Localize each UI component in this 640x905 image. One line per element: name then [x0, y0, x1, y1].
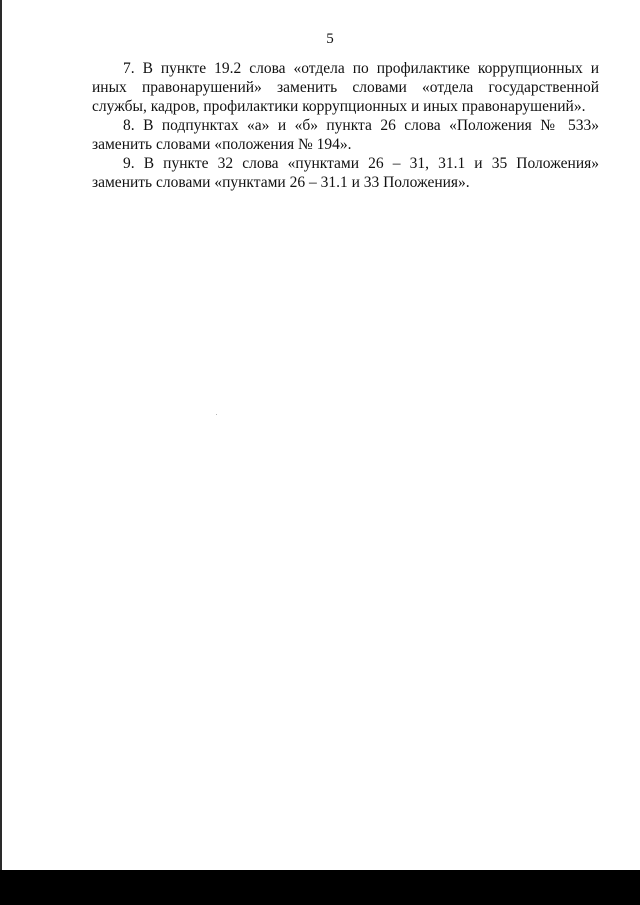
document-body — [92, 59, 599, 192]
scan-bottom-band — [0, 870, 640, 905]
scan-left-edge — [0, 0, 2, 870]
paragraph-7: 7. В пункте 19.2 слова «отдела по профилактике коррупционных и иных правонарушений» заменить словами «отдела государственной службы, кадров, профилактики коррупционных и иных правонарушений». — [92, 60, 599, 115]
scan-speck — [216, 414, 217, 415]
page-number: 5 — [326, 31, 334, 47]
paragraph-8: 8. В подпунктах «а» и «б» пункта 26 слова «Положения № 533» заменить словами «положения № 194». — [92, 117, 599, 153]
paragraph-9: 9. В пункте 32 слова «пунктами 26 – 31, 31.1 и 35 Положения» заменить словами «пунктами 26 – 31.1 и 33 Положения». — [92, 155, 599, 191]
